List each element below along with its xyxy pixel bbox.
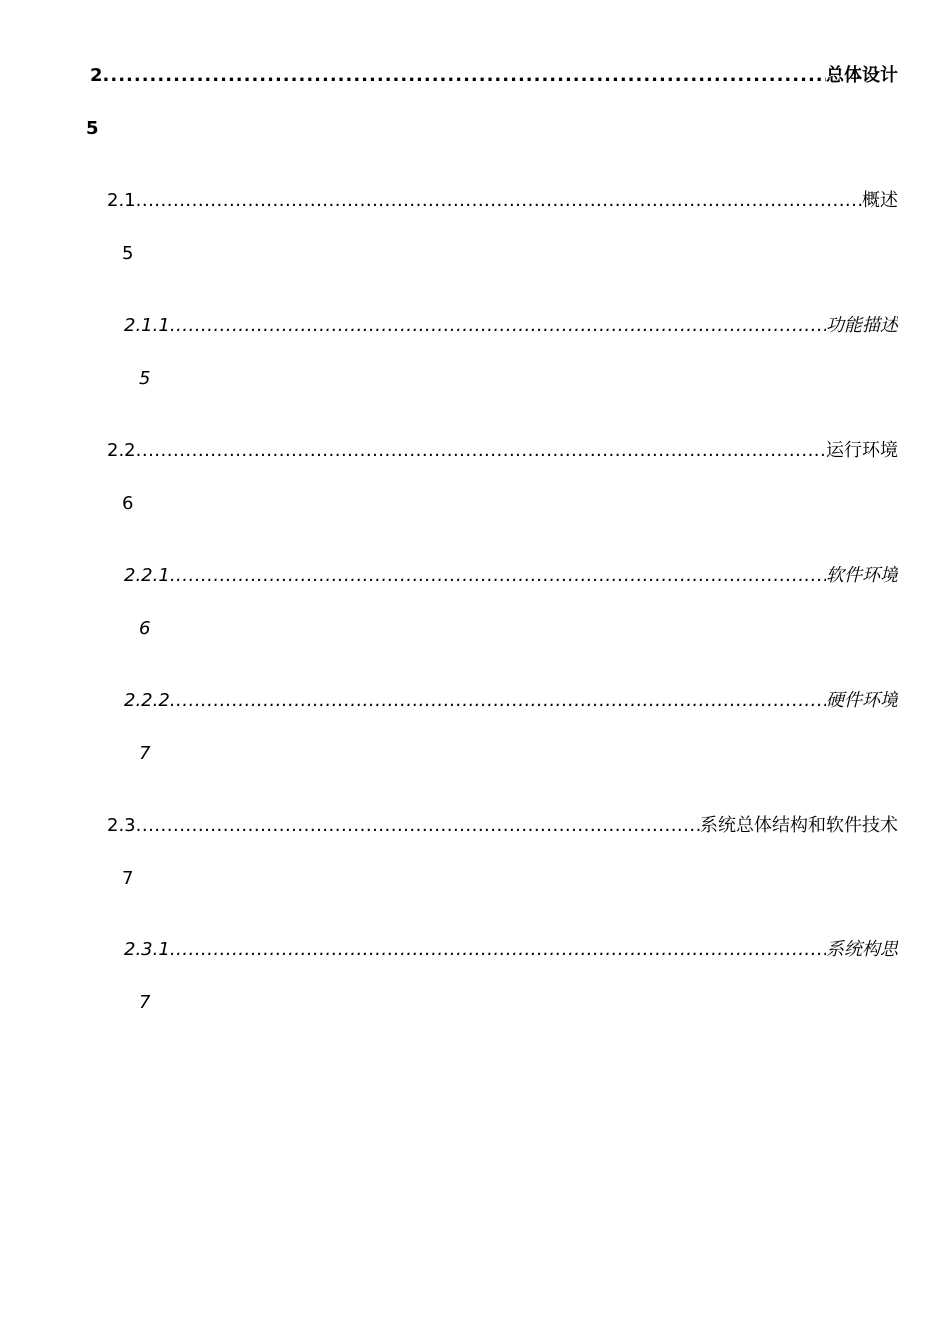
toc-entry-title: 硬件环境	[826, 690, 898, 711]
toc-dot-leader	[136, 189, 862, 213]
toc-entry-2-2-1[interactable]	[124, 564, 898, 588]
toc-entry-number: 2.3.1	[124, 939, 170, 960]
toc-dot-leader	[136, 814, 700, 838]
toc-dot-leader	[170, 689, 826, 713]
toc-entry-number: 2.2.2	[124, 690, 170, 711]
toc-dot-leader	[103, 64, 826, 88]
toc-entry-2-2[interactable]	[107, 439, 898, 463]
toc-entry-2-1-1[interactable]	[124, 314, 898, 338]
toc-entry-page-number: 5	[122, 243, 134, 264]
toc-dot-leader	[136, 439, 826, 463]
toc-entry-number: 2	[90, 65, 103, 86]
toc-entry-2-1[interactable]	[107, 189, 898, 213]
toc-entry-2-3[interactable]	[107, 814, 898, 838]
toc-entry-number: 2.1	[107, 190, 136, 211]
toc-entry-title: 系统总体结构和软件技术	[700, 815, 898, 836]
toc-entry-page-number: 7	[122, 868, 134, 889]
toc-entry-page-number: 5	[139, 368, 151, 389]
toc-entry-title: 概述	[862, 190, 898, 211]
toc-entry-number: 2.2.1	[124, 565, 170, 586]
toc-entry-title: 软件环境	[826, 565, 898, 586]
toc-entry-2-2-2[interactable]	[124, 689, 898, 713]
toc-dot-leader	[170, 938, 826, 962]
toc-entry-title: 运行环境	[826, 440, 898, 461]
toc-dot-leader	[170, 314, 826, 338]
toc-entry-page-number: 7	[139, 992, 151, 1013]
toc-entry-2[interactable]	[90, 64, 898, 88]
toc-dot-leader	[170, 564, 826, 588]
toc-entry-number: 2.3	[107, 815, 136, 836]
toc-entry-number: 2.2	[107, 440, 136, 461]
toc-entry-2-3-1[interactable]	[124, 938, 898, 962]
toc-entry-title: 功能描述	[826, 315, 898, 336]
toc-entry-page-number: 6	[122, 493, 134, 514]
toc-entry-number: 2.1.1	[124, 315, 170, 336]
toc-entry-page-number: 6	[139, 618, 151, 639]
toc-entry-title: 系统构思	[826, 939, 898, 960]
toc-entry-page-number: 7	[139, 743, 151, 764]
toc-entry-page-number: 5	[86, 118, 99, 139]
toc-entry-title: 总体设计	[826, 65, 898, 86]
